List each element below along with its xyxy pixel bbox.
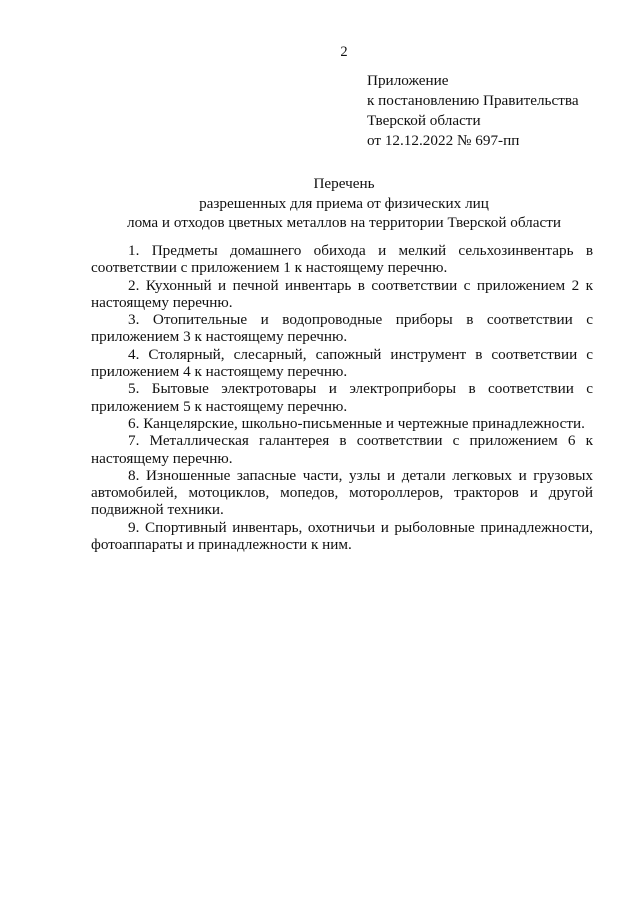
appendix-line-1: Приложение xyxy=(367,72,449,89)
list-item-2: 2. Кухонный и печной инвентарь в соответствии с приложением 2 к настоящему перечню. xyxy=(91,276,593,311)
appendix-date-number: от 12.12.2022 № 697-пп xyxy=(367,132,520,149)
page-number: 2 xyxy=(340,44,348,60)
list-item-6: 6. Канцелярские, школьно-письменные и чертежные принадлежности. xyxy=(128,414,585,432)
list-item-8: 8. Изношенные запасные части, узлы и детали легковых и грузовых автомобилей, мотоциклов, мопедов, мотороллеров, тракторов и другой подвижной техники. xyxy=(91,466,593,519)
title-line-1: Перечень xyxy=(313,175,375,192)
list-item-3: 3. Отопительные и водопроводные приборы в соответствии с приложением 3 к настоящему перечню. xyxy=(91,311,593,346)
document-title xyxy=(0,174,640,233)
list-item-7: 7. Металлическая галантерея в соответствии с приложением 6 к настоящему перечню. xyxy=(91,432,593,467)
list-item-9: 9. Спортивный инвентарь, охотничьи и рыболовные принадлежности, фотоаппараты и принадлежности к ним. xyxy=(91,518,593,554)
list-item-1: 1. Предметы домашнего обихода и мелкий сельхозинвентарь в соответствии с приложением 1 к настоящему перечню. xyxy=(91,242,593,277)
list-item-5: 5. Бытовые электротовары и электроприборы в соответствии с приложением 5 к настоящему перечню. xyxy=(91,380,593,415)
title-line-3: лома и отходов цветных металлов на территории Тверской области xyxy=(126,214,562,231)
appendix-header xyxy=(367,71,627,151)
items-list xyxy=(91,242,593,553)
title-line-2: разрешенных для приема от физических лиц xyxy=(199,194,489,212)
appendix-line-2: к постановлению Правительства xyxy=(367,92,579,109)
appendix-line-3: Тверской области xyxy=(367,112,481,129)
list-item-4: 4. Столярный, слесарный, сапожный инструмент в соответствии с приложением 4 к настоящему перечню. xyxy=(91,345,593,381)
